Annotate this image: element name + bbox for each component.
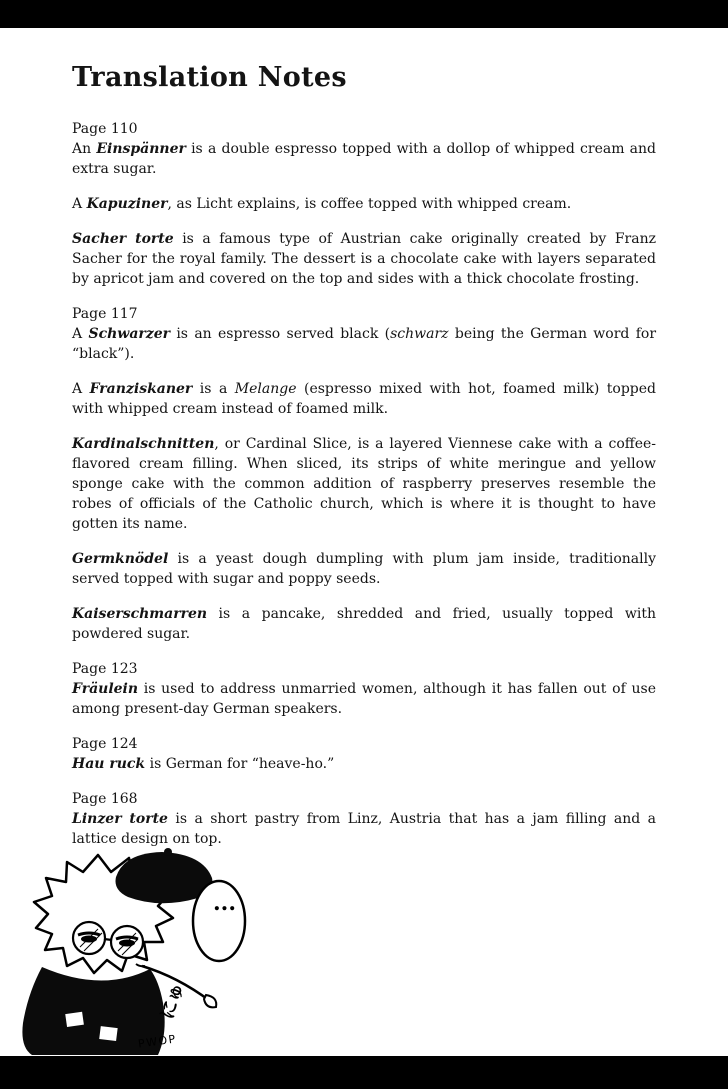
term: Kardinalschnitten	[72, 436, 215, 452]
note-text: is German for “heave-ho.”	[145, 756, 335, 772]
note-text: Page 124	[72, 736, 138, 752]
note-paragraph	[72, 324, 656, 364]
glasses-bridge	[104, 939, 112, 940]
note-text: (espresso mixed with hot, foamed milk) topped with whipped cream instead of foamed milk.	[72, 381, 657, 417]
term: Hau ruck	[72, 756, 146, 772]
page-title: Translation Notes	[72, 62, 347, 93]
bottom-border-bar	[0, 1056, 728, 1089]
note-text: An	[72, 141, 97, 157]
note-paragraph	[72, 434, 656, 534]
page-label	[72, 659, 656, 679]
note-text: being the German word for “black”).	[72, 326, 657, 362]
note-text: Page 168	[72, 791, 138, 807]
note-paragraph	[72, 229, 656, 289]
beret-stem	[164, 848, 172, 856]
note-text: A	[72, 196, 87, 212]
note-text: A	[72, 381, 90, 397]
term: Kaiserschmarren	[72, 606, 208, 622]
notes-list	[72, 119, 656, 849]
page-label	[72, 119, 656, 139]
note-text: is a pancake, shredded and fried, usually topped with powdered sugar.	[72, 606, 656, 642]
page-label	[72, 789, 656, 809]
note-text: is a double espresso topped with a dollop of whipped cream and extra sugar.	[72, 141, 657, 177]
note-paragraph	[72, 679, 656, 719]
note-text: is a	[192, 381, 235, 397]
note-paragraph	[72, 194, 656, 214]
note-text: , as Licht explains, is coffee topped with whipped cream.	[167, 196, 572, 212]
note-paragraph	[72, 139, 656, 179]
note-text: is an espresso served black (	[170, 326, 391, 342]
cloak-pocket	[65, 1012, 84, 1027]
term: Germknödel	[72, 551, 169, 567]
note-text: Page 123	[72, 661, 138, 677]
speech-bubble-text: ...	[213, 890, 236, 916]
page-label	[72, 304, 656, 324]
page-label	[72, 734, 656, 754]
note-text: Page 117	[72, 306, 138, 322]
note-text: A	[72, 326, 89, 342]
term: Franziskaner	[89, 381, 193, 397]
top-border-bar	[0, 0, 728, 28]
note-paragraph	[72, 754, 656, 774]
left-pupil	[81, 936, 97, 943]
note-text: is a short pastry from Linz, Austria that has a jam filling and a lattice design on top.	[72, 811, 656, 847]
note-paragraph	[72, 549, 656, 589]
stalk-leaf	[204, 995, 216, 1007]
term: Linzer torte	[72, 811, 168, 827]
note-text: is used to address unmarried women, although it has fallen out of use among present-day German speakers.	[72, 681, 656, 717]
note-text: schwarz	[390, 326, 449, 342]
note-paragraph	[72, 604, 656, 644]
cloak-pocket	[99, 1026, 117, 1041]
chibi-character-drawing	[10, 845, 270, 1057]
term: Schwarzer	[88, 326, 170, 342]
term: Kapuziner	[86, 196, 168, 212]
note-paragraph	[72, 809, 656, 849]
note-text: Melange	[234, 381, 297, 397]
note-paragraph	[72, 379, 656, 419]
note-text: Page 110	[72, 121, 138, 137]
note-text: is a famous type of Austrian cake originally created by Franz Sacher for the royal family. The dessert is a chocolate cake with layers separated by apricot jam and covered on the top and sides with a thick chocolate frosting.	[72, 231, 656, 287]
artist-signature: PWOP	[137, 1032, 178, 1051]
right-pupil	[119, 940, 135, 947]
note-text: is a yeast dough dumpling with plum jam inside, traditionally served topped with sugar and poppy seeds.	[72, 551, 656, 587]
translation-notes-content	[72, 62, 656, 864]
character-illustration	[10, 845, 270, 1057]
term: Fräulein	[72, 681, 139, 697]
term: Sacher torte	[72, 231, 174, 247]
note-text: , or Cardinal Slice, is a layered Viennese cake with a coffee-flavored cream filling. When sliced, its strips of white meringue and yellow sponge cake with the common addition of raspberry preserves resemble the robes of officials of the Catholic church, which is where it is thought to have gotten its name.	[72, 436, 656, 532]
sound-effect-text: にゅ	[155, 979, 189, 1023]
term: Einspänner	[96, 141, 186, 157]
